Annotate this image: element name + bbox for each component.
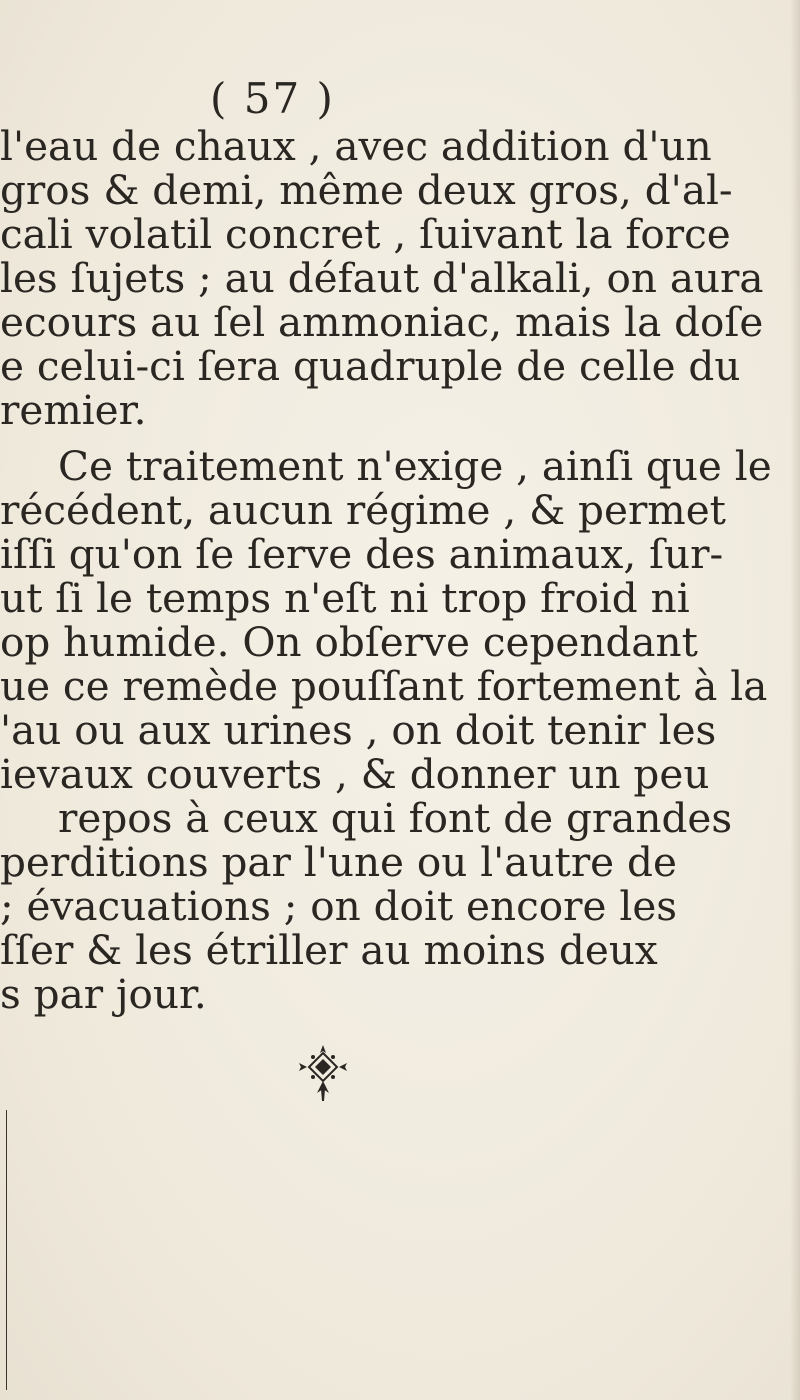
page-edge-shadow <box>790 0 800 1400</box>
text-line: iſſi qu'on ſe ſerve des animaux, ſur- <box>0 530 724 578</box>
text-line: ut ſi le temps n'eſt ni trop froid ni <box>0 574 690 622</box>
text-line: s par jour. <box>0 970 207 1018</box>
page-number: ( 57 ) <box>210 74 335 123</box>
page-edge-line <box>6 1110 7 1390</box>
text-line: repos à ceux qui font de grandes <box>58 794 733 842</box>
text-line: gros & demi, même deux gros, d'al- <box>0 166 733 214</box>
text-line: e celui-ci ſera quadruple de celle du <box>0 342 741 390</box>
floral-fleuron-icon <box>293 1043 353 1103</box>
text-line: ; évacuations ; on doit encore les <box>0 882 678 930</box>
text-line: ſſer & les étriller au moins deux <box>0 926 658 974</box>
text-line: l'eau de chaux , avec addition d'un <box>0 122 712 170</box>
text-line: les ſujets ; au défaut d'alkali, on aura <box>0 254 764 302</box>
text-line: ue ce remède pouſſant fortement à la <box>0 662 768 710</box>
text-line: perditions par l'une ou l'autre de <box>0 838 677 886</box>
text-line: op humide. On obſerve cependant <box>0 618 698 666</box>
text-line: ecours au ſel ammoniac, mais la doſe <box>0 298 764 346</box>
text-line: récédent, aucun régime , & permet <box>0 486 726 534</box>
text-line: 'au ou aux urines , on doit tenir les <box>0 706 717 754</box>
text-line: ievaux couverts , & donner un peu <box>0 750 710 798</box>
text-line: cali volatil concret , ſuivant la force <box>0 210 731 258</box>
text-line: remier. <box>0 386 147 434</box>
text-line: Ce traitement n'exige , ainſi que le <box>58 442 772 490</box>
